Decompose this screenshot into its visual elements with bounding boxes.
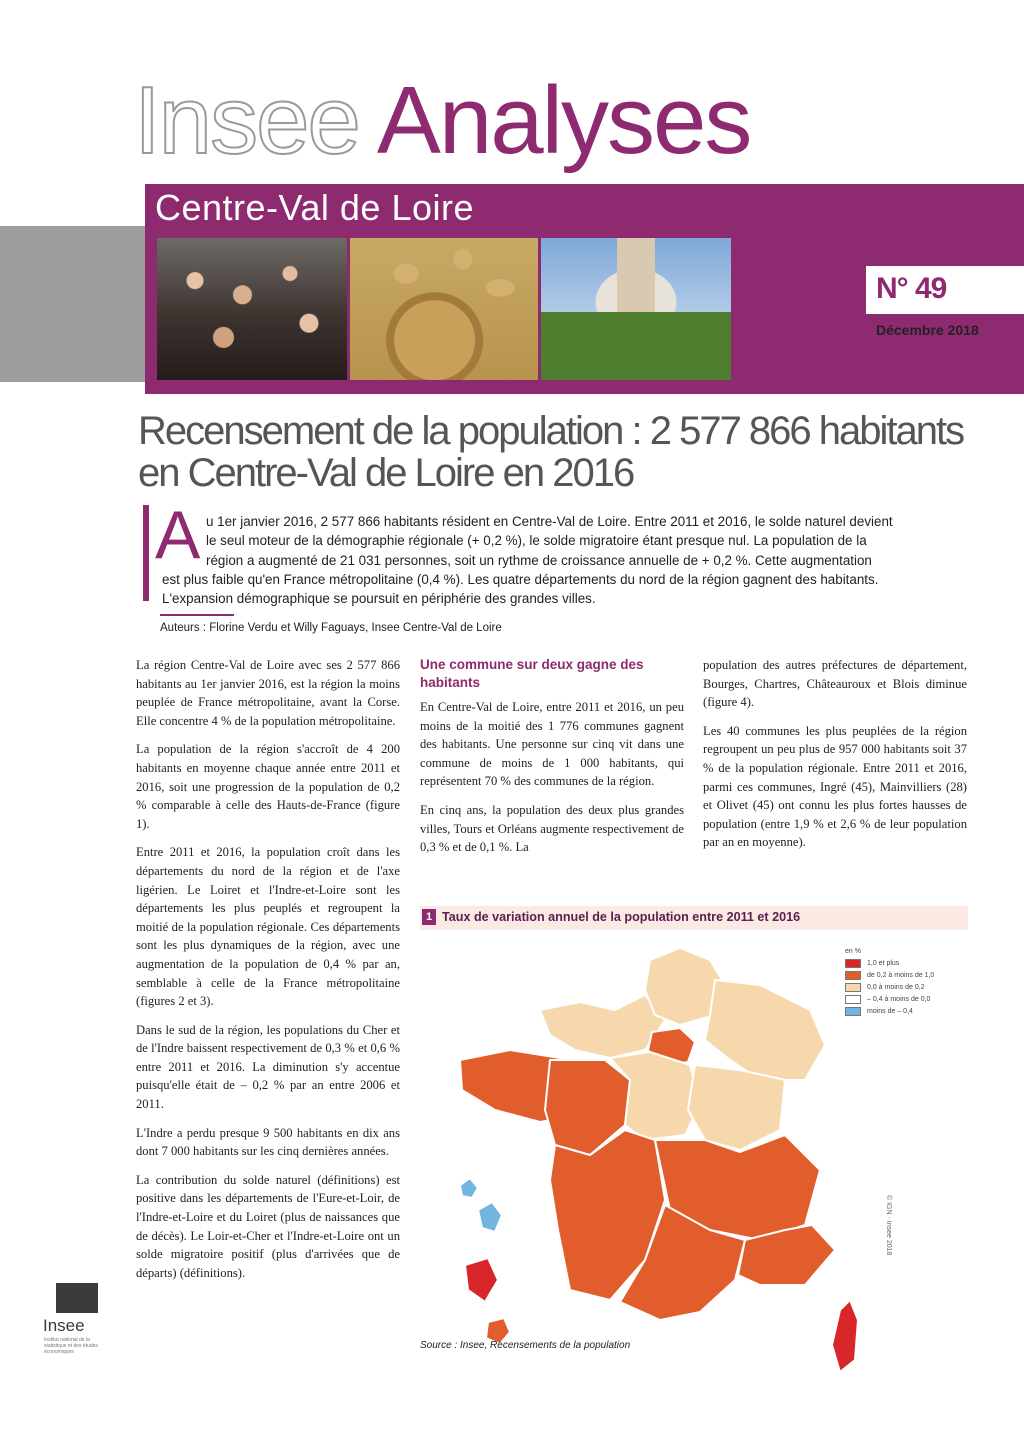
lead-line: est plus faible qu'en France métropolitaine (0,4 %). Les quatre départements du nord de la région gagnent des habitants. (162, 571, 879, 587)
paragraph: Entre 2011 et 2016, la population croît dans les départements du nord de la région et de l'axe ligérien. Le Loiret et l'Indre-et-Loire sont les départements les plus peuplés et regroupent la moitié de la population régionale. Ces départements sont les plus dynamiques de la région, avec une augmentation de la population de 0,4 % par an, semblable à celle de la France métropolitaine (figures 2 et 3). (136, 845, 400, 1009)
lead-paragraph (162, 512, 968, 608)
overseas-guyane (465, 1258, 498, 1302)
overseas-guadeloupe (460, 1178, 478, 1198)
brand-analyses: Analyses (376, 67, 751, 174)
region-corse (832, 1300, 858, 1372)
legend-label: 1,0 et plus (867, 959, 900, 967)
map-legend (845, 946, 934, 1017)
paragraph: L'Indre a perdu presque 9 500 habitants en dix ans dont 7 000 habitants sur les cinq dernières années. (136, 1125, 400, 1159)
legend-item (845, 969, 934, 981)
legend-swatch (845, 995, 861, 1004)
lead-line: le seul moteur de la démographie régionale (+ 0,2 %), le solde migratoire étant presque nul. La population de la (206, 533, 867, 549)
region-name: Centre-Val de Loire (155, 187, 474, 228)
lead-dropcap: A (155, 497, 201, 573)
legend-title: en % (845, 948, 861, 955)
legend-label: 0,0 à moins de 0,2 (867, 983, 925, 991)
lead-line: L'expansion démographique se poursuit en périphérie des grandes villes. (162, 591, 596, 607)
paragraph: Dans le sud de la région, les populations du Cher et de l'Indre baissent respectivement de 0,3 % et 0,6 % entre 2011 et 2016. La diminution s'y accentue puisqu'elle était de – 0,2 % par an entre 2006 et 2011. (136, 1022, 400, 1112)
hay-bales-photo (350, 238, 538, 380)
brand-insee: Insee (134, 67, 359, 174)
legend-label: moins de – 0,4 (867, 1007, 913, 1015)
insee-logo-subtitle: Institut national de la statistique et des études économiques (44, 1337, 98, 1355)
paragraph: La région Centre-Val de Loire avec ses 2 577 866 habitants au 1er janvier 2016, est la région la moins peuplée de France métropolitaine, avant la Corse. Elle concentre 4 % de la population métropolitaine. (136, 658, 400, 728)
authors-rule (160, 614, 234, 616)
paragraph: En Centre-Val de Loire, entre 2011 et 2016, un peu moins de la moitié des 1 776 communes gagnent des habitants. Une personne sur cinq vit dans une commune de moins de 1 000 habitants, qui représentent 70 % des communes de la région. (420, 700, 684, 789)
legend-item (845, 981, 934, 993)
paragraph: Les 40 communes les plus peuplées de la région regroupent un peu plus de 957 000 habitants soit 37 % de la population régionale. Entre 2011 et 2016, parmi ces communes, Ingré (45), Mainvilliers (28) et Olivet (45) ont connu les plus fortes hausses de population (entre 1,9 % et 2,6 % de leur population par an en moyenne). (703, 723, 967, 850)
insee-logo-word: Insee (43, 1316, 85, 1335)
legend-swatch (845, 983, 861, 992)
figure-title: Taux de variation annuel de la population entre 2011 et 2016 (442, 910, 801, 924)
figure-source: Source : Insee, Recensements de la population (420, 1340, 631, 1351)
map-copyright: © IGN - Insee 2018 (885, 1195, 892, 1256)
figure-number: 1 (422, 909, 436, 925)
section-heading: Une commune sur deux gagne des habitants (420, 657, 644, 690)
paragraph: En cinq ans, la population des deux plus grandes villes, Tours et Orléans augmente respectivement de 0,3 % et de 0,1 %. La (420, 802, 684, 855)
legend-item (845, 957, 934, 969)
lead-line: u 1er janvier 2016, 2 577 866 habitants résident en Centre-Val de Loire. Entre 2011 et 2016, le solde naturel devient (206, 514, 893, 529)
france-regions-map (440, 940, 860, 1380)
paragraph: La contribution du solde naturel (définitions) est positive dans les départements de l'Eure-et-Loir, de l'Indre-et-Loire et du Loiret (plus de naissances que de décès). Le Loir-et-Cher et l'Indre-et-Loire ont un solde migratoire positif (plus d'arrivées que de départs) (définitions). (136, 1172, 400, 1280)
column-3 (703, 656, 967, 862)
legend-label: de 0,2 à moins de 1,0 (867, 971, 935, 979)
crowd-photo (157, 238, 347, 380)
paragraph: population des autres préfectures de département, Bourges, Chartres, Châteauroux et Blois diminue (figure 4). (703, 658, 967, 710)
legend-swatch (845, 971, 861, 980)
lead-line: région a augmenté de 21 031 personnes, soit un rythme de croissance annuelle de + 0,2 %. Cette augmentation (206, 552, 872, 568)
legend-item (845, 1005, 934, 1017)
authors: Auteurs : Florine Verdu et Willy Faguays, Insee Centre-Val de Loire (160, 622, 502, 634)
insee-logo-mark (56, 1283, 98, 1313)
paragraph: La population de la région s'accroît de 4 200 habitants en moyenne chaque année entre 2011 et 2016, soit une progression de la population de 0,2 % comparable à celle des Hauts-de-France (figure 1). (136, 742, 400, 831)
lead-accent-bar (143, 505, 149, 601)
legend-item (845, 993, 934, 1005)
column-2 (420, 698, 684, 867)
legend-swatch (845, 959, 861, 968)
masthead (134, 66, 750, 176)
column-1 (136, 656, 400, 1292)
issue-number: N° 49 (876, 272, 947, 305)
legend-label: – 0,4 à moins de 0,0 (867, 995, 931, 1003)
region-normandie (540, 995, 665, 1058)
issue-date: Décembre 2018 (876, 322, 979, 338)
overseas-martinique (478, 1202, 502, 1232)
region-bourgogne-franche-comte (688, 1065, 785, 1150)
article-title: Recensement de la population : 2 577 866 habitants en Centre-Val de Loire en 2016 (138, 409, 964, 495)
chateau-photo (541, 238, 731, 380)
legend-swatch (845, 1007, 861, 1016)
region-grand-est (705, 980, 825, 1080)
